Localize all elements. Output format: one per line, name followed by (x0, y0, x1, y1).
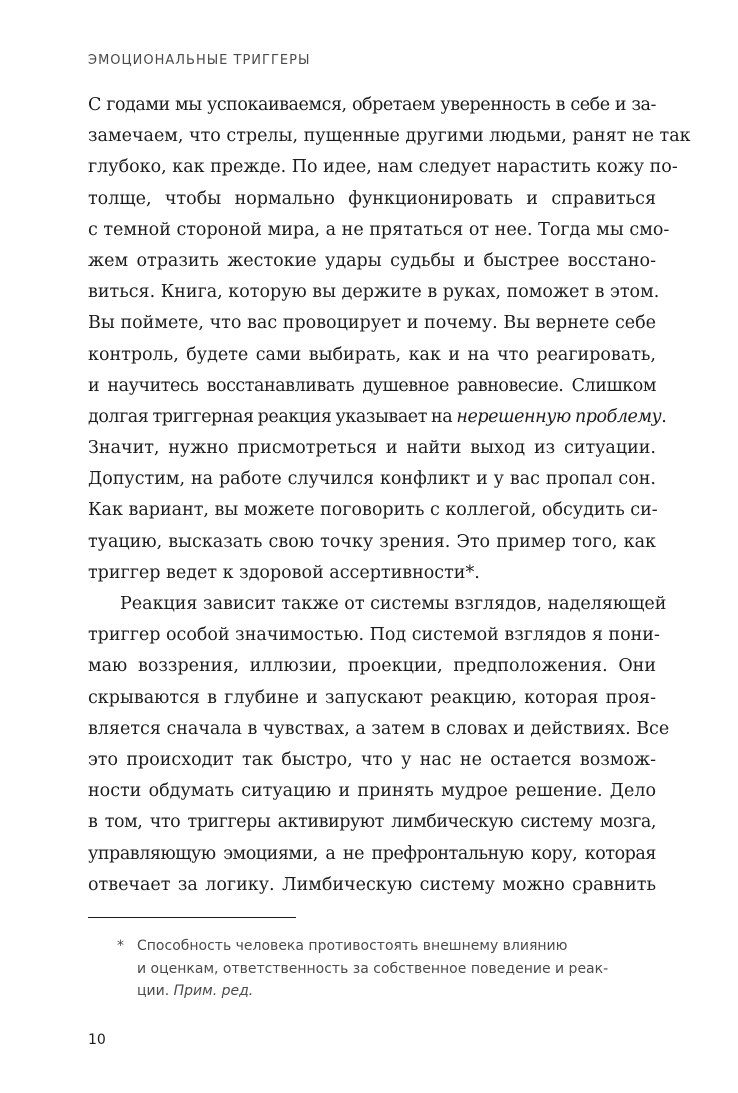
text-line: с темной стороной мира, а не прятаться от нее. Тогда мы смо- (88, 219, 670, 240)
text-line: это происходит так быстро, что у нас не остается возмож- (88, 749, 656, 770)
text-line: виться. Книга, которую вы держите в руках, поможет в этом. (88, 282, 660, 303)
text-line: маю воззрения, иллюзии, проекции, предположения. Они (88, 656, 656, 677)
text-line: вляется сначала в чувствах, а затем в словах и действиях. Все (88, 718, 670, 739)
text-line: Вы поймете, что вас провоцирует и почему. Вы вернете себе (88, 313, 656, 334)
footnote-text: ции. (137, 983, 174, 999)
text-line: скрываются в глубине и запускают реакцию, которая проя- (88, 687, 656, 708)
text-line: и научитесь восстанавливать душевное равновесие. Слишком (88, 375, 656, 396)
footnote-line (117, 980, 637, 1003)
footnote-editor-note: Прим. ред. (173, 983, 254, 999)
text-line: контроль, будете сами выбирать, как и на что реагировать, (88, 344, 656, 365)
running-header: ЭМОЦИОНАЛЬНЫЕ ТРИГГЕРЫ (88, 53, 311, 68)
text-line: жем отразить жестокие удары судьбы и быстрее восстано- (88, 250, 656, 271)
text-line: управляющую эмоциями, а не префронтальную кору, которая (88, 843, 656, 864)
text-segment: долгая триггерная реакция указывает на (88, 406, 457, 427)
main-text (88, 90, 691, 901)
text-line: Допустим, на работе случился конфликт и у вас пропал сон. (88, 469, 656, 490)
text-line: триггер ведет к здоровой ассертивности*. (88, 562, 480, 583)
page-number: 10 (88, 1032, 106, 1048)
text-line: ности обдумать ситуацию и принять мудрое решение. Дело (88, 781, 656, 802)
text-line: триггер особой значимостью. Под системой взглядов я пони- (88, 625, 660, 646)
footnote-marker: * (117, 938, 124, 954)
text-line: отвечает за логику. Лимбическую систему можно сравнить (88, 874, 656, 895)
text-line: С годами мы успокаиваемся, обретаем уверенность в себе и за- (88, 95, 656, 115)
text-line: туацию, высказать свою точку зрения. Это пример того, как (88, 531, 656, 552)
text-line: замечаем, что стрелы, пущенные другими людьми, ранят не так (88, 126, 691, 147)
text-line-with-emphasis (88, 402, 667, 433)
text-line: в том, что триггеры активируют лимбическую систему мозга, (88, 812, 656, 833)
footnote-line: и оценкам, ответственность за собственное поведение и реак- (137, 960, 609, 977)
text-line: Как вариант, вы можете поговорить с коллегой, обсудить си- (88, 500, 658, 521)
text-segment: . (661, 406, 667, 427)
text-line: глубоко, как прежде. По идее, нам следует нарастить кожу по- (88, 157, 678, 178)
footnote (117, 935, 637, 1003)
footnote-text: Способность человека противостоять внешнему влиянию (137, 938, 568, 954)
footnote-divider (88, 917, 296, 918)
text-line: Значит, нужно присмотреться и найти выход из ситуации. (88, 438, 656, 459)
emphasis-text: нерешенную проблему (456, 406, 662, 427)
footnote-line (117, 935, 637, 958)
text-line: толще, чтобы нормально функционировать и справиться (88, 188, 656, 209)
text-line: Реакция зависит также от системы взглядов, наделяющей (120, 594, 667, 614)
